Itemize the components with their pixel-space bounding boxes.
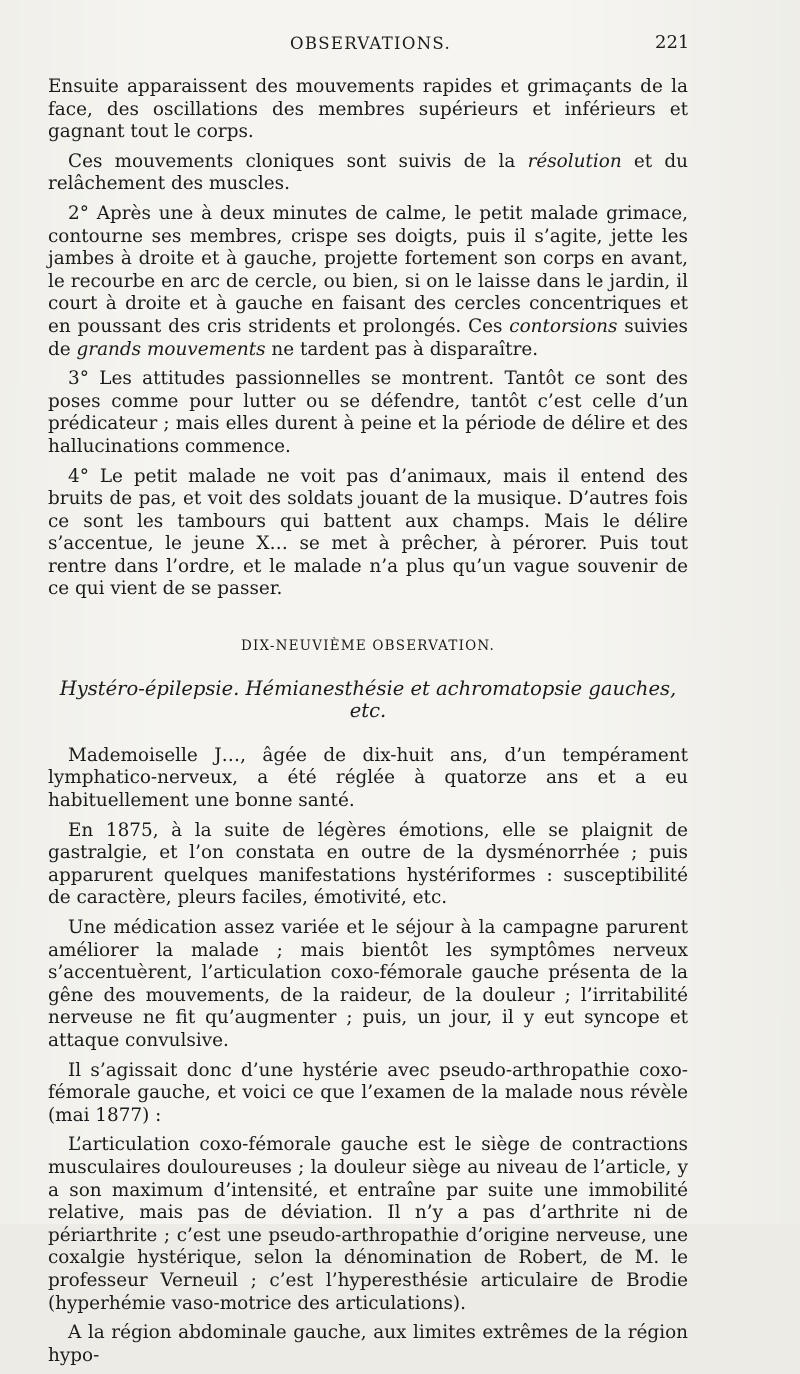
page-body <box>48 76 688 1374</box>
paragraph: En 1875, à la suite de légères émotions, elle se plaignit de gastralgie, et l’on constata en outre de la dysménorrhée ; puis apparurent quelques manifestations hystériformes : susceptibilité de caractère, pleurs faciles, émotivité, etc. <box>48 819 688 909</box>
observation-title: Hystéro-épilepsie. Hémianesthésie et achromatopsie gauches, etc. <box>59 676 677 723</box>
running-header <box>0 34 800 60</box>
paragraph: A la région abdominale gauche, aux limites extrêmes de la région hypo- <box>48 1322 688 1366</box>
paragraph: 4° Le petit malade ne voit pas d’animaux, mais il entend des bruits de pas, et voit des soldats jouant de la musique. D’autres fois ce sont les tambours qui battent aux champs. Mais le délire s’accentue, le jeune X… se met à prêcher, à pérorer. Puis tout rentre dans l’ordre, et le malade n’a plus qu’un vague souvenir de ce qui vient de se passer. <box>48 465 688 600</box>
paragraph: Une médication assez variée et le séjour à la campagne parurent améliorer la malade ; mais bientôt les symptômes nerveux s’accentuèrent, l’articulation coxo-fémorale gauche présenta de la gêne des mouvements, de la raideur, de la douleur ; l’irritabilité nerveuse ne fit qu’augmenter ; puis, un jour, il y eut syncope et attaque convulsive. <box>48 917 688 1051</box>
paragraph: Ces mouvements cloniques sont suivis de la résolution et du relâchement des muscles. <box>48 150 688 195</box>
paragraph: 2° Après une à deux minutes de calme, le petit malade grimace, contourne ses membres, crispe ses doigts, puis il s’agite, jette les jambes à droite et à gauche, projette fortement son corps en avant, le recourbe en arc de cercle, ou bien, si on le laisse dans le jardin, il court à droite et à gauche en faisant des cercles concentriques et en poussant des cris stridents et prolongés. Ces contorsions suivies de grands mouvements ne tardent pas à disparaître. <box>48 202 688 360</box>
paragraph: L’articulation coxo-fémorale gauche est le siège de contractions musculaires douloureuses ; la douleur siège au niveau de l’article, y a son maximum d’intensité, et entraîne par suite une immobilité relative, mais pas de déviation. Il n’y a pas d’arthrite ni de périarthrite ; c’est une pseudo-arthropathie d’origine nerveuse, une coxalgie hystérique, selon la dénomination de Robert, de M. le professeur Verneuil ; c’est l’hyperesthésie articulaire de Brodie (hyperhémie vaso-motrice des articulations). <box>48 1134 688 1314</box>
running-title: OBSERVATIONS. <box>290 34 451 53</box>
section-heading: DIX-NEUVIÈME OBSERVATION. <box>240 638 496 655</box>
paragraph: Ensuite apparaissent des mouvements rapides et grimaçants de la face, des oscillations des membres supérieurs et inférieurs et gagnant tout le corps. <box>48 76 688 143</box>
paragraph: Il s’agissait donc d’une hystérie avec pseudo-arthropathie coxo-fémorale gauche, et voici ce que l’examen de la malade nous révèle (mai 1877) : <box>48 1059 688 1126</box>
emphasis: grands mouvements <box>76 338 266 360</box>
page-number: 221 <box>655 32 690 53</box>
emphasis: contorsions <box>509 315 618 337</box>
emphasis: résolution <box>527 150 622 172</box>
paragraph: Mademoiselle J…, âgée de dix-huit ans, d’un tempérament lymphatico-nerveux, a été réglée à quatorze ans et a eu habituellement une bonne santé. <box>48 744 688 812</box>
paragraph: 3° Les attitudes passionnelles se montrent. Tantôt ce sont des poses comme pour lutter ou se défendre, tantôt c’est celle d’un prédicateur ; mais elles durent à peine et la période de délire et des hallucinations commence. <box>48 368 688 457</box>
